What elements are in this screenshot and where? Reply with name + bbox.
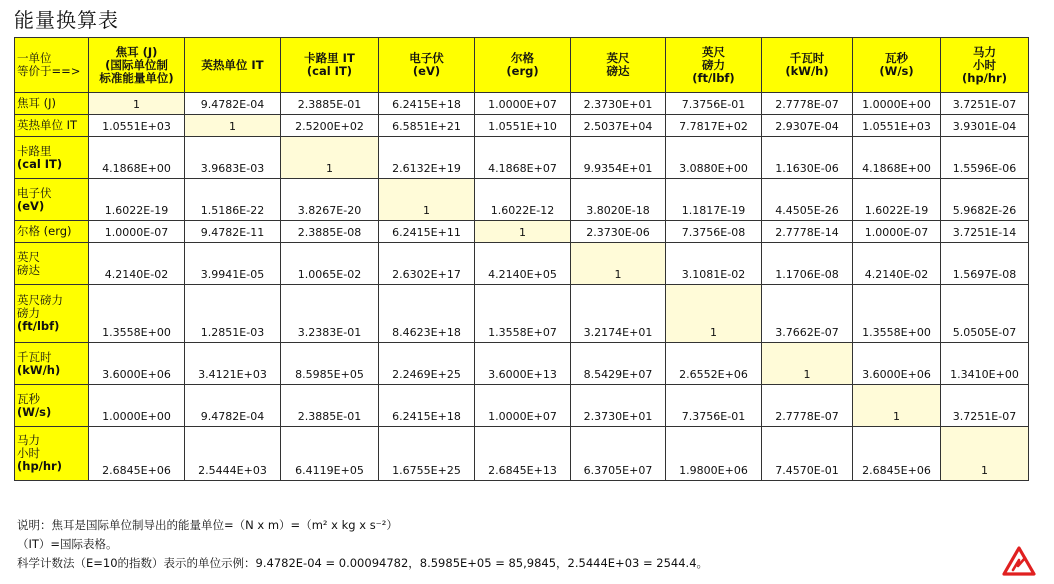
row-header-line: 焦耳 (J) xyxy=(17,96,57,110)
conversion-value-cell: 1.5596E-06 xyxy=(941,137,1029,179)
conversion-value-cell: 1.1706E-08 xyxy=(762,243,853,285)
column-header xyxy=(281,38,379,93)
conversion-value-cell: 1.0065E-02 xyxy=(281,243,379,285)
row-header xyxy=(15,243,89,285)
conversion-value-cell: 7.3756E-08 xyxy=(666,221,762,243)
table-row xyxy=(15,137,1029,179)
conversion-value-cell: 7.4570E-01 xyxy=(762,427,853,481)
table-row xyxy=(15,385,1029,427)
conversion-value-cell: 2.6302E+17 xyxy=(379,243,475,285)
identity-cell: 1 xyxy=(666,285,762,343)
column-header-line: (eV) xyxy=(412,64,441,78)
conversion-value-cell: 9.4782E-04 xyxy=(185,385,281,427)
conversion-value-cell: 2.6845E+06 xyxy=(853,427,941,481)
conversion-value-cell: 2.6552E+06 xyxy=(666,343,762,385)
conversion-value-cell: 4.2140E-02 xyxy=(89,243,185,285)
conversion-value-cell: 4.2140E+05 xyxy=(475,243,571,285)
conversion-value-cell: 1.0000E-07 xyxy=(853,221,941,243)
conversion-value-cell: 6.2415E+18 xyxy=(379,385,475,427)
identity-cell: 1 xyxy=(379,179,475,221)
row-header-line: 卡路里 xyxy=(17,143,52,158)
identity-cell: 1 xyxy=(941,427,1029,481)
corner-cell xyxy=(15,38,89,93)
table-row xyxy=(15,179,1029,221)
conversion-value-cell: 1.3558E+07 xyxy=(475,285,571,343)
conversion-value-cell: 1.0000E+07 xyxy=(475,385,571,427)
row-header-line: 磅力 xyxy=(17,306,40,320)
note-scientific-notation: 科学计数法（E=10的指数）表示的单位示例：9.4782E-04 = 0.00094782，8.5985E+05 = 85,9845，2.5444E+03 = 2544.4。 xyxy=(17,556,709,570)
conversion-value-cell: 2.5200E+02 xyxy=(281,115,379,137)
conversion-value-cell: 3.8020E-18 xyxy=(571,179,666,221)
column-header-line: (cal IT) xyxy=(306,64,353,78)
conversion-value-cell: 9.4782E-11 xyxy=(185,221,281,243)
conversion-value-cell: 2.7778E-07 xyxy=(762,93,853,115)
conversion-value-cell: 4.2140E-02 xyxy=(853,243,941,285)
conversion-value-cell: 2.3885E-08 xyxy=(281,221,379,243)
conversion-value-cell: 2.2469E+25 xyxy=(379,343,475,385)
row-header xyxy=(15,385,89,427)
conversion-value-cell: 3.6000E+13 xyxy=(475,343,571,385)
row-header-line: 英尺 xyxy=(17,249,40,264)
conversion-value-cell: 2.7778E-07 xyxy=(762,385,853,427)
row-header-line: 磅达 xyxy=(17,262,40,277)
column-header-line: 磅达 xyxy=(606,64,630,78)
conversion-value-cell: 3.9301E-04 xyxy=(941,115,1029,137)
column-header-line: 英热单位 IT xyxy=(201,57,264,72)
conversion-value-cell: 2.9307E-04 xyxy=(762,115,853,137)
corner-label: 等价于==> xyxy=(17,64,81,78)
conversion-value-cell: 2.3730E+01 xyxy=(571,93,666,115)
brand-logo-icon xyxy=(1002,546,1036,576)
column-header-line: 标准能量单位) xyxy=(99,70,174,85)
conversion-value-cell: 5.0505E-07 xyxy=(941,285,1029,343)
table-row xyxy=(15,343,1029,385)
row-header-line: 英尺磅力 xyxy=(17,293,63,307)
column-header-line: 尔格 xyxy=(511,51,534,65)
conversion-value-cell: 1.5697E-08 xyxy=(941,243,1029,285)
row-header xyxy=(15,137,89,179)
footnotes xyxy=(17,516,708,573)
conversion-value-cell: 1.3558E+00 xyxy=(853,285,941,343)
column-header-line: (W/s) xyxy=(879,64,914,78)
row-header xyxy=(15,285,89,343)
identity-cell: 1 xyxy=(475,221,571,243)
row-header-line: 电子伏 xyxy=(17,185,52,200)
conversion-value-cell: 2.7778E-14 xyxy=(762,221,853,243)
column-header-line: (国际单位制 xyxy=(105,57,168,72)
conversion-value-cell: 3.0880E+00 xyxy=(666,137,762,179)
conversion-value-cell: 1.6755E+25 xyxy=(379,427,475,481)
column-header xyxy=(185,38,281,93)
note-joule-definition: 说明：焦耳是国际单位制导出的能量单位=（N x m）=（m² x kg x s⁻²） xyxy=(17,518,398,532)
conversion-value-cell: 3.9941E-05 xyxy=(185,243,281,285)
energy-conversion-table xyxy=(14,37,1029,481)
conversion-value-cell: 1.9800E+06 xyxy=(666,427,762,481)
row-header-line: 尔格 (erg) xyxy=(17,224,72,238)
conversion-value-cell: 1.3410E+00 xyxy=(941,343,1029,385)
conversion-value-cell: 7.3756E-01 xyxy=(666,385,762,427)
conversion-value-cell: 4.4505E-26 xyxy=(762,179,853,221)
row-header-line: (W/s) xyxy=(17,404,52,419)
conversion-value-cell: 1.0551E+03 xyxy=(853,115,941,137)
column-header-line: 小时 xyxy=(973,57,996,72)
identity-cell: 1 xyxy=(281,137,379,179)
conversion-value-cell: 3.7251E-07 xyxy=(941,93,1029,115)
conversion-value-cell: 4.1868E+07 xyxy=(475,137,571,179)
column-header xyxy=(89,38,185,93)
conversion-value-cell: 2.6132E+19 xyxy=(379,137,475,179)
row-header-line: 英热单位 IT xyxy=(17,118,78,132)
row-header-line: (kW/h) xyxy=(17,362,61,377)
row-header-line: 千瓦时 xyxy=(17,349,52,364)
column-header-line: 英尺 xyxy=(606,51,630,65)
table-row xyxy=(15,427,1029,481)
conversion-value-cell: 9.4782E-04 xyxy=(185,93,281,115)
conversion-value-cell: 8.4623E+18 xyxy=(379,285,475,343)
conversion-value-cell: 1.5186E-22 xyxy=(185,179,281,221)
conversion-value-cell: 2.5037E+04 xyxy=(571,115,666,137)
conversion-value-cell: 1.0551E+03 xyxy=(89,115,185,137)
identity-cell: 1 xyxy=(762,343,853,385)
table-row xyxy=(15,243,1029,285)
column-header-line: 焦耳 (J) xyxy=(115,44,158,59)
conversion-value-cell: 3.4121E+03 xyxy=(185,343,281,385)
column-header-line: (hp/hr) xyxy=(962,70,1007,85)
row-header-line: (eV) xyxy=(17,198,45,213)
column-header xyxy=(571,38,666,93)
column-header-line: 瓦秒 xyxy=(885,51,908,65)
conversion-value-cell: 4.1868E+00 xyxy=(89,137,185,179)
conversion-value-cell: 9.9354E+01 xyxy=(571,137,666,179)
conversion-value-cell: 7.3756E-01 xyxy=(666,93,762,115)
row-header-line: (hp/hr) xyxy=(17,459,62,473)
conversion-value-cell: 3.1081E-02 xyxy=(666,243,762,285)
conversion-value-cell: 3.8267E-20 xyxy=(281,179,379,221)
identity-cell: 1 xyxy=(571,243,666,285)
row-header xyxy=(15,221,89,243)
conversion-value-cell: 3.7251E-14 xyxy=(941,221,1029,243)
column-header-line: (erg) xyxy=(506,64,539,78)
conversion-value-cell: 2.6845E+13 xyxy=(475,427,571,481)
row-header-line: (ft/lbf) xyxy=(17,319,60,333)
conversion-value-cell: 6.5851E+21 xyxy=(379,115,475,137)
identity-cell: 1 xyxy=(89,93,185,115)
conversion-value-cell: 3.7251E-07 xyxy=(941,385,1029,427)
identity-cell: 1 xyxy=(853,385,941,427)
conversion-value-cell: 3.7662E-07 xyxy=(762,285,853,343)
column-header-line: 马力 xyxy=(973,44,996,59)
note-it-definition: （IT）=国际表格。 xyxy=(17,537,118,551)
row-header-line: (cal IT) xyxy=(17,156,63,171)
column-header xyxy=(666,38,762,93)
column-header-line: 千瓦时 xyxy=(789,51,825,65)
table-row xyxy=(15,285,1029,343)
conversion-value-cell: 1.6022E-19 xyxy=(89,179,185,221)
conversion-value-cell: 5.9682E-26 xyxy=(941,179,1029,221)
row-header xyxy=(15,427,89,481)
conversion-value-cell: 7.7817E+02 xyxy=(666,115,762,137)
table-row xyxy=(15,93,1029,115)
conversion-value-cell: 2.3730E+01 xyxy=(571,385,666,427)
conversion-value-cell: 1.3558E+00 xyxy=(89,285,185,343)
column-header-line: 磅力 xyxy=(702,57,725,72)
conversion-value-cell: 2.3885E-01 xyxy=(281,93,379,115)
conversion-value-cell: 6.4119E+05 xyxy=(281,427,379,481)
conversion-value-cell: 6.2415E+11 xyxy=(379,221,475,243)
row-header-line: 小时 xyxy=(17,446,40,460)
column-header-line: (ft/lbf) xyxy=(692,70,735,85)
conversion-value-cell: 4.1868E+00 xyxy=(853,137,941,179)
conversion-value-cell: 2.3885E-01 xyxy=(281,385,379,427)
row-header xyxy=(15,179,89,221)
column-header-line: (kW/h) xyxy=(785,64,829,78)
conversion-value-cell: 3.2383E-01 xyxy=(281,285,379,343)
conversion-value-cell: 1.1630E-06 xyxy=(762,137,853,179)
table-row xyxy=(15,115,1029,137)
column-header-line: 电子伏 xyxy=(409,51,444,65)
column-header-line: 卡路里 IT xyxy=(304,51,355,65)
header-row xyxy=(15,38,1029,93)
table-row xyxy=(15,221,1029,243)
conversion-value-cell: 1.2851E-03 xyxy=(185,285,281,343)
conversion-value-cell: 3.6000E+06 xyxy=(853,343,941,385)
conversion-value-cell: 2.3730E-06 xyxy=(571,221,666,243)
conversion-value-cell: 1.0000E+00 xyxy=(853,93,941,115)
identity-cell: 1 xyxy=(185,115,281,137)
column-header xyxy=(762,38,853,93)
column-header-line: 英尺 xyxy=(702,44,725,59)
row-header-line: 瓦秒 xyxy=(17,391,40,406)
conversion-value-cell: 1.0000E+07 xyxy=(475,93,571,115)
conversion-value-cell: 8.5429E+07 xyxy=(571,343,666,385)
conversion-value-cell: 2.5444E+03 xyxy=(185,427,281,481)
conversion-value-cell: 3.2174E+01 xyxy=(571,285,666,343)
page-title: 能量换算表 xyxy=(14,8,119,32)
conversion-value-cell: 6.2415E+18 xyxy=(379,93,475,115)
conversion-value-cell: 2.6845E+06 xyxy=(89,427,185,481)
conversion-value-cell: 8.5985E+05 xyxy=(281,343,379,385)
row-header xyxy=(15,93,89,115)
corner-label: 一单位 xyxy=(17,51,52,65)
column-header xyxy=(941,38,1029,93)
column-header xyxy=(475,38,571,93)
conversion-value-cell: 1.0000E+00 xyxy=(89,385,185,427)
conversion-value-cell: 3.9683E-03 xyxy=(185,137,281,179)
conversion-value-cell: 1.0551E+10 xyxy=(475,115,571,137)
row-header-line: 马力 xyxy=(17,433,40,447)
conversion-value-cell: 1.1817E-19 xyxy=(666,179,762,221)
conversion-value-cell: 3.6000E+06 xyxy=(89,343,185,385)
conversion-value-cell: 1.6022E-19 xyxy=(853,179,941,221)
conversion-value-cell: 6.3705E+07 xyxy=(571,427,666,481)
conversion-value-cell: 1.0000E-07 xyxy=(89,221,185,243)
row-header xyxy=(15,115,89,137)
column-header xyxy=(853,38,941,93)
conversion-value-cell: 1.6022E-12 xyxy=(475,179,571,221)
column-header xyxy=(379,38,475,93)
row-header xyxy=(15,343,89,385)
